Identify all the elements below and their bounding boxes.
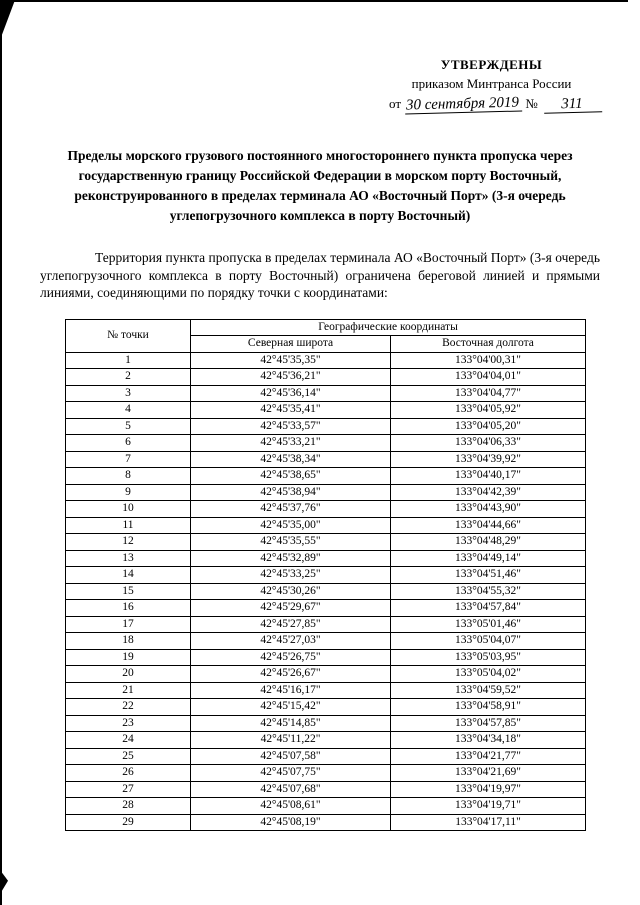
point-number-cell: 5 [66, 418, 191, 435]
coordinates-table-header [66, 319, 586, 352]
table-row [66, 550, 586, 567]
longitude-cell: 133°04'40,17" [391, 468, 586, 485]
latitude-cell: 42°45'36,14" [191, 385, 391, 402]
table-row [66, 534, 586, 551]
longitude-cell: 133°04'43,90" [391, 501, 586, 518]
longitude-cell: 133°04'57,84" [391, 600, 586, 617]
table-row [66, 814, 586, 831]
longitude-cell: 133°04'05,92" [391, 402, 586, 419]
point-number-cell: 13 [66, 550, 191, 567]
point-number-cell: 22 [66, 699, 191, 716]
point-number-cell: 7 [66, 451, 191, 468]
approval-number-handwritten: 311 [544, 95, 602, 114]
point-number-cell: 2 [66, 369, 191, 386]
longitude-cell: 133°04'19,71" [391, 798, 586, 815]
coordinates-table [65, 319, 586, 832]
table-row [66, 567, 586, 584]
longitude-cell: 133°04'51,46" [391, 567, 586, 584]
longitude-cell: 133°04'04,01" [391, 369, 586, 386]
scan-artifact-left-edge [0, 0, 2, 905]
latitude-cell: 42°45'33,57" [191, 418, 391, 435]
longitude-cell: 133°05'01,46" [391, 616, 586, 633]
point-number-cell: 9 [66, 484, 191, 501]
point-number-cell: 24 [66, 732, 191, 749]
latitude-cell: 42°45'35,35" [191, 352, 391, 369]
point-number-cell: 4 [66, 402, 191, 419]
point-number-cell: 21 [66, 682, 191, 699]
longitude-cell: 133°04'19,97" [391, 781, 586, 798]
point-number-cell: 29 [66, 814, 191, 831]
point-number-cell: 17 [66, 616, 191, 633]
longitude-cell: 133°04'42,39" [391, 484, 586, 501]
longitude-cell: 133°04'59,52" [391, 682, 586, 699]
point-number-cell: 28 [66, 798, 191, 815]
table-row [66, 748, 586, 765]
table-row [66, 781, 586, 798]
point-number-cell: 27 [66, 781, 191, 798]
latitude-cell: 42°45'37,76" [191, 501, 391, 518]
point-number-cell: 23 [66, 715, 191, 732]
latitude-cell: 42°45'16,17" [191, 682, 391, 699]
longitude-cell: 133°04'21,69" [391, 765, 586, 782]
longitude-cell: 133°04'55,32" [391, 583, 586, 600]
table-row [66, 583, 586, 600]
latitude-cell: 42°45'14,85" [191, 715, 391, 732]
table-row [66, 649, 586, 666]
latitude-cell: 42°45'07,58" [191, 748, 391, 765]
approval-block [389, 55, 594, 113]
latitude-cell: 42°45'35,41" [191, 402, 391, 419]
table-row [66, 435, 586, 452]
longitude-cell: 133°04'39,92" [391, 451, 586, 468]
point-number-cell: 25 [66, 748, 191, 765]
latitude-cell: 42°45'35,55" [191, 534, 391, 551]
column-header-longitude: Восточная долгота [391, 336, 586, 353]
latitude-cell: 42°45'38,94" [191, 484, 391, 501]
point-number-cell: 18 [66, 633, 191, 650]
table-row [66, 484, 586, 501]
scan-artifact-bottom-left [0, 870, 8, 894]
table-row [66, 369, 586, 386]
latitude-cell: 42°45'27,85" [191, 616, 391, 633]
table-row [66, 682, 586, 699]
scan-artifact-top-edge [0, 0, 628, 2]
longitude-cell: 133°04'21,77" [391, 748, 586, 765]
longitude-cell: 133°04'58,91" [391, 699, 586, 716]
approval-number-prefix: № [525, 96, 538, 111]
table-row [66, 616, 586, 633]
point-number-cell: 20 [66, 666, 191, 683]
table-row [66, 699, 586, 716]
point-number-cell: 1 [66, 352, 191, 369]
longitude-cell: 133°04'49,14" [391, 550, 586, 567]
point-number-cell: 11 [66, 517, 191, 534]
table-row [66, 765, 586, 782]
latitude-cell: 42°45'07,68" [191, 781, 391, 798]
column-header-latitude: Северная широта [191, 336, 391, 353]
table-row [66, 798, 586, 815]
longitude-cell: 133°05'03,95" [391, 649, 586, 666]
table-row [66, 715, 586, 732]
point-number-cell: 16 [66, 600, 191, 617]
column-header-geo: Географические координаты [191, 319, 586, 336]
longitude-cell: 133°04'44,66" [391, 517, 586, 534]
scan-artifact-top-left-corner [0, 0, 15, 40]
table-row [66, 385, 586, 402]
point-number-cell: 26 [66, 765, 191, 782]
latitude-cell: 42°45'30,26" [191, 583, 391, 600]
latitude-cell: 42°45'33,21" [191, 435, 391, 452]
approval-date-prefix: от [389, 96, 402, 111]
point-number-cell: 10 [66, 501, 191, 518]
latitude-cell: 42°45'27,03" [191, 633, 391, 650]
latitude-cell: 42°45'38,34" [191, 451, 391, 468]
table-row [66, 451, 586, 468]
longitude-cell: 133°04'04,77" [391, 385, 586, 402]
latitude-cell: 42°45'15,42" [191, 699, 391, 716]
point-number-cell: 12 [66, 534, 191, 551]
table-row [66, 402, 586, 419]
latitude-cell: 42°45'32,89" [191, 550, 391, 567]
table-row [66, 517, 586, 534]
column-header-point: № точки [66, 319, 191, 352]
latitude-cell: 42°45'26,75" [191, 649, 391, 666]
table-row [66, 468, 586, 485]
point-number-cell: 19 [66, 649, 191, 666]
longitude-cell: 133°04'00,31" [391, 352, 586, 369]
longitude-cell: 133°05'04,07" [391, 633, 586, 650]
table-row [66, 600, 586, 617]
table-row [66, 732, 586, 749]
longitude-cell: 133°04'34,18" [391, 732, 586, 749]
latitude-cell: 42°45'35,00" [191, 517, 391, 534]
approval-heading: УТВЕРЖДЕНЫ [440, 57, 543, 72]
latitude-cell: 42°45'07,75" [191, 765, 391, 782]
longitude-cell: 133°04'05,20" [391, 418, 586, 435]
intro-paragraph: Территория пункта пропуска в пределах терминала АО «Восточный Порт» (3-я очередь углепогрузочного комплекса в порту Восточный) ограничена береговой линией и прямыми линиями, соединяющими по порядку точки с координатами: [40, 250, 600, 300]
point-number-cell: 3 [66, 385, 191, 402]
table-row [66, 666, 586, 683]
latitude-cell: 42°45'33,25" [191, 567, 391, 584]
longitude-cell: 133°05'04,02" [391, 666, 586, 683]
point-number-cell: 6 [66, 435, 191, 452]
longitude-cell: 133°04'57,85" [391, 715, 586, 732]
latitude-cell: 42°45'26,67" [191, 666, 391, 683]
point-number-cell: 14 [66, 567, 191, 584]
latitude-cell: 42°45'11,22" [191, 732, 391, 749]
latitude-cell: 42°45'08,19" [191, 814, 391, 831]
coordinates-table-body [66, 352, 586, 831]
table-row [66, 418, 586, 435]
approval-date-handwritten: 30 сентября 2019 [405, 94, 522, 114]
latitude-cell: 42°45'36,21" [191, 369, 391, 386]
approval-issuer: приказом Минтранса России [411, 76, 572, 91]
latitude-cell: 42°45'29,67" [191, 600, 391, 617]
latitude-cell: 42°45'38,65" [191, 468, 391, 485]
longitude-cell: 133°04'48,29" [391, 534, 586, 551]
point-number-cell: 8 [66, 468, 191, 485]
longitude-cell: 133°04'06,33" [391, 435, 586, 452]
table-row [66, 501, 586, 518]
longitude-cell: 133°04'17,11" [391, 814, 586, 831]
table-row [66, 633, 586, 650]
document-title: Пределы морского грузового постоянного многостороннего пункта пропуска через государственную границу Российской Федерации в морском порту Восточный, реконструированного в пределах терминала АО «Восточный Порт» (3-я очередь углепогрузочного комплекса в порту Восточный) [67, 148, 573, 223]
point-number-cell: 15 [66, 583, 191, 600]
latitude-cell: 42°45'08,61" [191, 798, 391, 815]
header-row-1 [66, 319, 586, 336]
table-row [66, 352, 586, 369]
approval-date-line [389, 94, 594, 113]
